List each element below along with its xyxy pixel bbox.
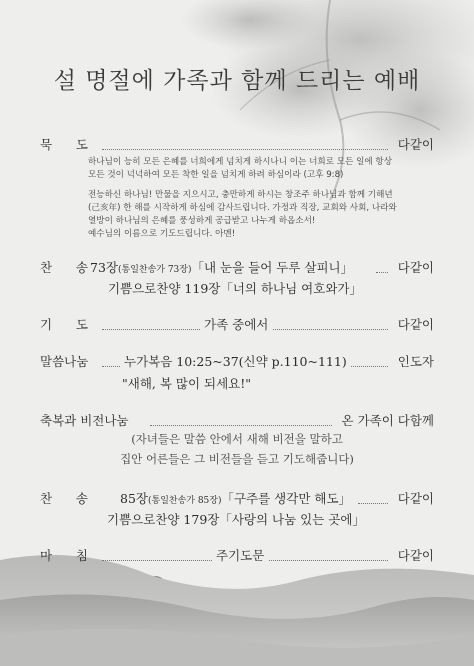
hymn2-song: 「구주를 생각만 해도」	[221, 491, 352, 506]
blessing-note-line: 집안 어른들은 그 비전들을 듣고 기도해줍니다)	[120, 452, 354, 466]
prayer-participant: 다같이	[397, 317, 434, 332]
hymn2-title	[120, 489, 351, 507]
closing-label: 마 침	[40, 548, 88, 563]
hymn1-alt-number: (통일찬송가 73장)	[117, 265, 192, 275]
closing-row	[40, 546, 434, 566]
silent-prayer-row	[40, 135, 434, 155]
closing-prayer: 주기도문	[212, 546, 268, 564]
dotted-leader	[376, 258, 388, 273]
blessing-note-line: (자녀들은 말씀 안에서 새해 비전을 말하고	[131, 432, 343, 446]
hymn1-title	[90, 258, 353, 276]
scripture-line: 모든 것이 넉넉하여 모든 착한 일을 넘치게 하려 하심이라 (고후 9:8)	[88, 170, 344, 180]
dotted-leader	[358, 489, 388, 504]
dotted-leader	[102, 135, 388, 150]
scripture-paragraph	[88, 156, 428, 182]
hymn2-participant: 다같이	[397, 491, 434, 506]
hymn1-participant: 다같이	[397, 260, 434, 275]
hymn2-label: 찬 송	[40, 491, 88, 506]
silent-prayer-participant: 다같이	[397, 137, 434, 152]
page-title: 설 명절에 가족과 함께 드리는 예배	[53, 68, 421, 94]
prayer-row	[40, 315, 434, 335]
prayer-leader: 가족 중에서	[200, 315, 272, 333]
prayer-label: 기 도	[40, 317, 88, 332]
closing-participant: 다같이	[397, 548, 434, 563]
hymn2-alt-number: (통일찬송가 85장)	[147, 496, 222, 506]
hymn2-row	[40, 489, 434, 509]
word-row	[40, 352, 434, 372]
word-scripture: 누가복음 10:25~37(신약 p.110~111)	[120, 352, 351, 370]
hymn1-label: 찬 송	[40, 260, 88, 275]
hymn2-praise-song: 기쁨으로찬양 179장「사랑의 나눔 있는 곳에」	[107, 512, 365, 527]
word-leader: 인도자	[397, 354, 434, 369]
hymn1-praise-song: 기쁨으로찬양 119장「너의 하나님 여호와가」	[108, 281, 362, 296]
hymn1-row	[40, 258, 434, 278]
hymn1-song: 「내 눈을 들어 두루 살피니」	[191, 260, 354, 275]
blessing-note	[0, 429, 474, 469]
opening-prayer-paragraph	[88, 189, 428, 241]
scripture-line: 하나님이 능히 모든 은혜를 너희에게 넘치게 하시나니 이는 너희로 모든 일에 항상	[88, 157, 393, 167]
prayer-line: (己亥年) 한 해를 시작하게 하심에 감사드립니다. 가정과 직장, 교회와 사회, 나라와	[88, 203, 397, 213]
prayer-line: 예수님의 이름으로 기도드립니다. 아멘!	[88, 229, 236, 239]
dotted-leader	[150, 411, 332, 426]
hymn1-number: 73장	[90, 260, 118, 275]
blessing-label: 축복과 비전나눔	[40, 413, 129, 428]
blessing-participant: 온 가족이 다함께	[341, 413, 434, 428]
blessing-row	[40, 411, 434, 431]
prayer-line: 열방이 하나님의 은혜를 풍성하게 공급받고 나누게 하옵소서!	[88, 216, 316, 226]
word-label: 말씀나눔	[40, 354, 89, 369]
hymn2-number: 85장	[120, 491, 148, 506]
sermon-title: "새해, 복 많이 되세요!"	[122, 376, 252, 391]
silent-prayer-label: 묵 도	[40, 137, 88, 152]
prayer-line: 전능하신 하나님! 만물을 지으시고, 충만하게 하시는 창조주 하나님과 함께 기해년	[88, 190, 393, 200]
